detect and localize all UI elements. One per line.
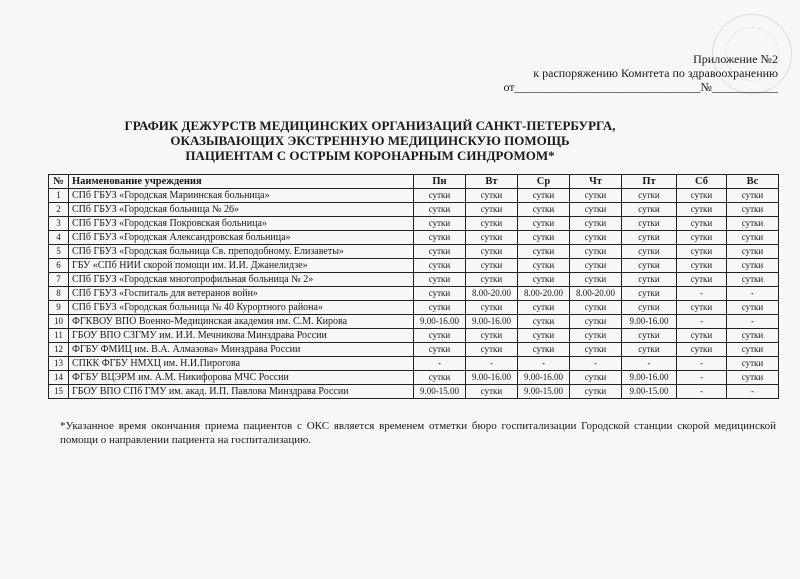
- duty-hours-cell: сутки: [466, 203, 518, 217]
- duty-hours-cell: -: [727, 385, 779, 399]
- duty-hours-cell: -: [727, 287, 779, 301]
- table-row: [49, 231, 779, 245]
- table-header-row: [49, 175, 779, 189]
- duty-hours-cell: сутки: [466, 301, 518, 315]
- footnote: *Указанное время окончания приема пациентов с ОКС является временем отметки бюро госпитализации Городской станции скорой медицинской помощи о направлении пациента на госпитализацию.: [60, 420, 776, 446]
- duty-hours-cell: -: [622, 357, 677, 371]
- institution-name: СПб ГБУЗ «Госпиталь для ветеранов войн»: [69, 287, 414, 301]
- duty-hours-cell: 9.00-16.00: [414, 315, 466, 329]
- duty-hours-cell: сутки: [622, 245, 677, 259]
- duty-hours-cell: сутки: [727, 301, 779, 315]
- duty-hours-cell: сутки: [466, 245, 518, 259]
- row-number: 2: [49, 203, 69, 217]
- duty-hours-cell: сутки: [727, 189, 779, 203]
- duty-hours-cell: сутки: [570, 273, 622, 287]
- duty-hours-cell: сутки: [677, 259, 727, 273]
- duty-hours-cell: сутки: [518, 315, 570, 329]
- table-row: [49, 301, 779, 315]
- duty-hours-cell: сутки: [518, 231, 570, 245]
- row-number: 1: [49, 189, 69, 203]
- header-fri: Пт: [622, 175, 677, 189]
- row-number: 10: [49, 315, 69, 329]
- duty-hours-cell: -: [570, 357, 622, 371]
- duty-hours-cell: сутки: [622, 217, 677, 231]
- title-line-3: ПАЦИЕНТАМ С ОСТРЫМ КОРОНАРНЫМ СИНДРОМОМ*: [185, 148, 555, 163]
- duty-hours-cell: 9.00-16.00: [466, 371, 518, 385]
- duty-hours-cell: -: [727, 315, 779, 329]
- header-thu: Чт: [570, 175, 622, 189]
- duty-hours-cell: сутки: [677, 231, 727, 245]
- duty-hours-cell: сутки: [518, 189, 570, 203]
- header-sun: Вс: [727, 175, 779, 189]
- table-row: [49, 329, 779, 343]
- duty-hours-cell: сутки: [466, 231, 518, 245]
- row-number: 6: [49, 259, 69, 273]
- duty-schedule-table: [48, 174, 779, 399]
- table-row: [49, 371, 779, 385]
- duty-hours-cell: сутки: [677, 245, 727, 259]
- institution-name: ФГБУ ФМИЦ им. В.А. Алмазова» Минздрава России: [69, 343, 414, 357]
- duty-hours-cell: -: [677, 357, 727, 371]
- header-sat: Сб: [677, 175, 727, 189]
- table-row: [49, 287, 779, 301]
- row-number: 4: [49, 231, 69, 245]
- duty-hours-cell: сутки: [414, 329, 466, 343]
- duty-hours-cell: сутки: [518, 259, 570, 273]
- document-title: [90, 118, 650, 163]
- duty-hours-cell: 8.00-20.00: [518, 287, 570, 301]
- duty-hours-cell: сутки: [727, 357, 779, 371]
- duty-hours-cell: сутки: [518, 217, 570, 231]
- row-number: 3: [49, 217, 69, 231]
- duty-hours-cell: сутки: [518, 273, 570, 287]
- date-number-line: от_______________________________№___________: [503, 80, 778, 94]
- institution-name: СПб ГБУЗ «Городская Александровская больница»: [69, 231, 414, 245]
- duty-hours-cell: сутки: [414, 371, 466, 385]
- table-row: [49, 385, 779, 399]
- duty-hours-cell: сутки: [570, 315, 622, 329]
- table-row: [49, 315, 779, 329]
- order-reference: к распоряжению Комитета по здравоохранению: [533, 66, 778, 80]
- duty-hours-cell: сутки: [414, 203, 466, 217]
- duty-hours-cell: сутки: [727, 259, 779, 273]
- row-number: 9: [49, 301, 69, 315]
- duty-hours-cell: сутки: [570, 343, 622, 357]
- duty-hours-cell: сутки: [622, 301, 677, 315]
- row-number: 14: [49, 371, 69, 385]
- duty-hours-cell: сутки: [570, 245, 622, 259]
- duty-hours-cell: сутки: [727, 273, 779, 287]
- duty-hours-cell: сутки: [677, 301, 727, 315]
- duty-hours-cell: сутки: [570, 301, 622, 315]
- duty-hours-cell: сутки: [414, 245, 466, 259]
- institution-name: СПКК ФГБУ НМХЦ им. Н.И.Пирогова: [69, 357, 414, 371]
- title-line-1: ГРАФИК ДЕЖУРСТВ МЕДИЦИНСКИХ ОРГАНИЗАЦИЙ САНКТ-ПЕТЕРБУРГА,: [124, 118, 616, 133]
- duty-hours-cell: сутки: [570, 371, 622, 385]
- table-row: [49, 357, 779, 371]
- institution-name: ГБОУ ВПО СЗГМУ им. И.И. Мечникова Минздрава России: [69, 329, 414, 343]
- duty-hours-cell: сутки: [727, 231, 779, 245]
- institution-name: СПб ГБУЗ «Городская больница № 40 Курортного района»: [69, 301, 414, 315]
- duty-hours-cell: сутки: [622, 287, 677, 301]
- duty-hours-cell: сутки: [622, 273, 677, 287]
- duty-hours-cell: 8.00-20.00: [466, 287, 518, 301]
- institution-name: СПб ГБУЗ «Городская больница Св. преподобному. Елизаветы»: [69, 245, 414, 259]
- institution-name: СПб ГБУЗ «Городская Покровская больница»: [69, 217, 414, 231]
- duty-hours-cell: сутки: [570, 189, 622, 203]
- duty-hours-cell: сутки: [727, 217, 779, 231]
- table-row: [49, 273, 779, 287]
- duty-hours-cell: сутки: [622, 329, 677, 343]
- duty-hours-cell: сутки: [677, 203, 727, 217]
- duty-hours-cell: -: [466, 357, 518, 371]
- duty-hours-cell: сутки: [677, 273, 727, 287]
- duty-hours-cell: сутки: [622, 203, 677, 217]
- duty-hours-cell: сутки: [518, 343, 570, 357]
- institution-name: СПб ГБУЗ «Городская больница № 26»: [69, 203, 414, 217]
- table-row: [49, 343, 779, 357]
- header-institution: Наименование учреждения: [69, 175, 414, 189]
- header-mon: Пн: [414, 175, 466, 189]
- duty-hours-cell: сутки: [622, 231, 677, 245]
- table-row: [49, 217, 779, 231]
- duty-hours-cell: -: [414, 357, 466, 371]
- row-number: 13: [49, 357, 69, 371]
- duty-hours-cell: -: [677, 371, 727, 385]
- duty-hours-cell: сутки: [727, 371, 779, 385]
- header-number: №: [49, 175, 69, 189]
- duty-hours-cell: сутки: [466, 329, 518, 343]
- duty-hours-cell: сутки: [414, 189, 466, 203]
- duty-hours-cell: сутки: [727, 245, 779, 259]
- row-number: 8: [49, 287, 69, 301]
- duty-hours-cell: 9.00-16.00: [622, 315, 677, 329]
- duty-hours-cell: сутки: [518, 329, 570, 343]
- duty-hours-cell: сутки: [518, 203, 570, 217]
- institution-name: ФГКВОУ ВПО Военно-Медицинская академия им. С.М. Кирова: [69, 315, 414, 329]
- title-line-2: ОКАЗЫВАЮЩИХ ЭКСТРЕННУЮ МЕДИЦИНСКУЮ ПОМОЩЬ: [170, 133, 570, 148]
- duty-hours-cell: сутки: [414, 287, 466, 301]
- duty-hours-cell: сутки: [414, 231, 466, 245]
- appendix-label: Приложение №2: [693, 52, 778, 66]
- duty-hours-cell: 9.00-16.00: [466, 315, 518, 329]
- duty-hours-cell: 9.00-15.00: [414, 385, 466, 399]
- document-header: [503, 52, 778, 94]
- duty-hours-cell: сутки: [622, 259, 677, 273]
- duty-hours-cell: сутки: [414, 273, 466, 287]
- duty-hours-cell: сутки: [466, 259, 518, 273]
- institution-name: ФГБУ ВЦЭРМ им. А.М. Никифорова МЧС России: [69, 371, 414, 385]
- duty-hours-cell: сутки: [570, 231, 622, 245]
- row-number: 11: [49, 329, 69, 343]
- row-number: 12: [49, 343, 69, 357]
- duty-hours-cell: сутки: [466, 385, 518, 399]
- duty-hours-cell: сутки: [414, 343, 466, 357]
- table-row: [49, 189, 779, 203]
- duty-hours-cell: сутки: [466, 273, 518, 287]
- duty-hours-cell: сутки: [570, 329, 622, 343]
- duty-hours-cell: 9.00-16.00: [518, 371, 570, 385]
- duty-hours-cell: сутки: [622, 189, 677, 203]
- institution-name: ГБУ «СПб НИИ скорой помощи им. И.И. Джанелидзе»: [69, 259, 414, 273]
- institution-name: СПб ГБУЗ «Городская Мариинская больница»: [69, 189, 414, 203]
- duty-hours-cell: сутки: [414, 259, 466, 273]
- table-row: [49, 245, 779, 259]
- duty-hours-cell: сутки: [414, 217, 466, 231]
- duty-hours-cell: сутки: [466, 343, 518, 357]
- header-wed: Ср: [518, 175, 570, 189]
- duty-hours-cell: сутки: [570, 203, 622, 217]
- row-number: 7: [49, 273, 69, 287]
- duty-hours-cell: сутки: [570, 259, 622, 273]
- duty-hours-cell: сутки: [622, 343, 677, 357]
- duty-hours-cell: 9.00-15.00: [622, 385, 677, 399]
- duty-hours-cell: сутки: [466, 217, 518, 231]
- duty-hours-cell: -: [677, 385, 727, 399]
- table-row: [49, 203, 779, 217]
- duty-hours-cell: сутки: [414, 301, 466, 315]
- duty-hours-cell: сутки: [677, 189, 727, 203]
- duty-hours-cell: сутки: [677, 343, 727, 357]
- row-number: 5: [49, 245, 69, 259]
- duty-hours-cell: сутки: [518, 245, 570, 259]
- duty-hours-cell: сутки: [677, 217, 727, 231]
- row-number: 15: [49, 385, 69, 399]
- duty-hours-cell: сутки: [727, 343, 779, 357]
- duty-hours-cell: -: [518, 357, 570, 371]
- duty-hours-cell: сутки: [518, 301, 570, 315]
- duty-hours-cell: 8.00-20.00: [570, 287, 622, 301]
- institution-name: ГБОУ ВПО СПб ГМУ им. акад. И.П. Павлова Минздрава России: [69, 385, 414, 399]
- duty-hours-cell: сутки: [570, 385, 622, 399]
- duty-hours-cell: сутки: [727, 203, 779, 217]
- duty-hours-cell: -: [677, 287, 727, 301]
- institution-name: СПб ГБУЗ «Городская многопрофильная больница № 2»: [69, 273, 414, 287]
- duty-hours-cell: сутки: [466, 189, 518, 203]
- duty-hours-cell: -: [677, 315, 727, 329]
- duty-hours-cell: 9.00-15.00: [518, 385, 570, 399]
- duty-hours-cell: 9.00-16.00: [622, 371, 677, 385]
- duty-hours-cell: сутки: [727, 329, 779, 343]
- duty-hours-cell: сутки: [570, 217, 622, 231]
- header-tue: Вт: [466, 175, 518, 189]
- duty-hours-cell: сутки: [677, 329, 727, 343]
- table-row: [49, 259, 779, 273]
